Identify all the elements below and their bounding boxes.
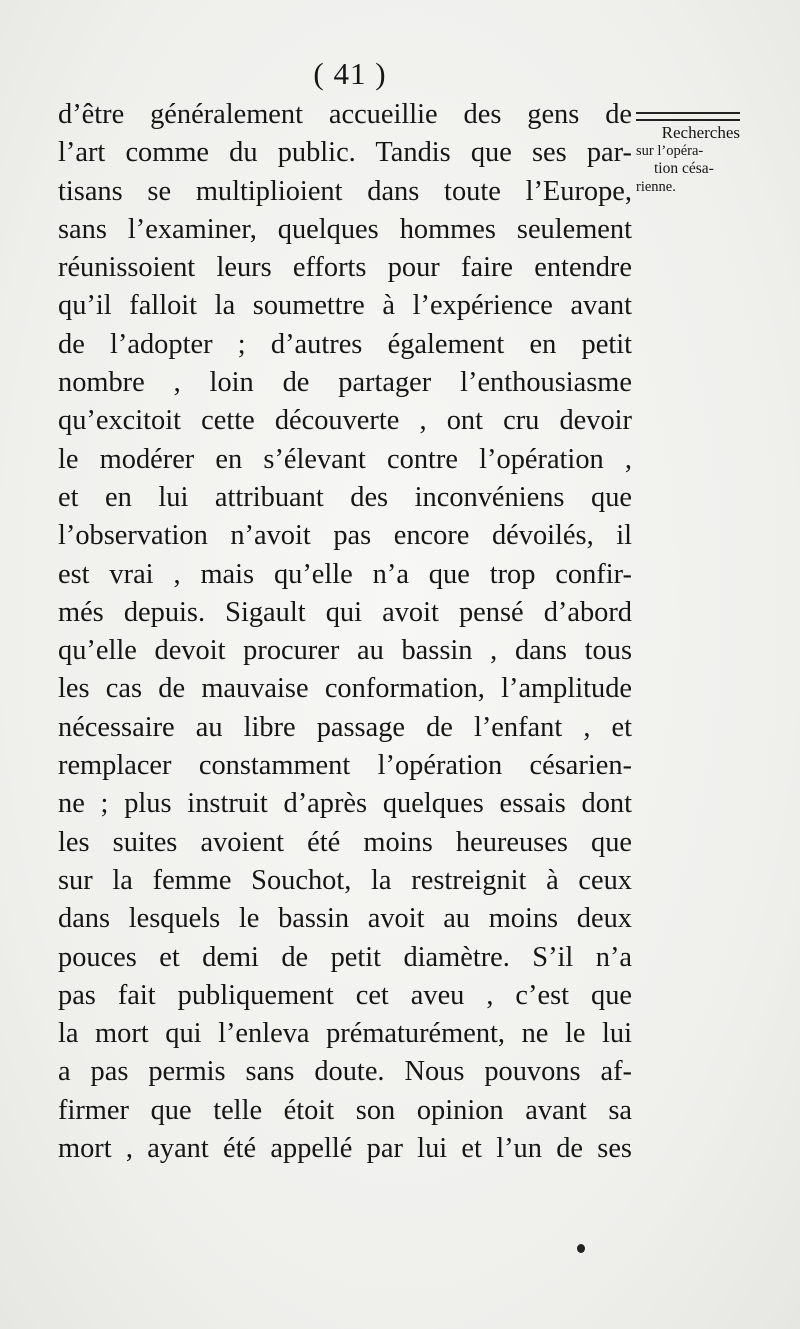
text-line: est vrai , mais qu’elle n’a que trop confir- (58, 558, 632, 590)
ink-speck (577, 1244, 585, 1253)
text-line: tisans se multiplioient dans toute l’Europe, (58, 175, 632, 207)
text-line: nombre , loin de partager l’enthousiasme (58, 367, 632, 399)
text-line: nécessaire au libre passage de l’enfant , et (58, 711, 632, 743)
text-line: qu’il falloit la soumettre à l’expérience avant (58, 290, 632, 322)
body-text (58, 96, 632, 1168)
margin-note-line: sur l’opéra- (636, 143, 704, 159)
text-line: sur la femme Souchot, la restreignit à ceux (58, 864, 632, 896)
text-line: l’art comme du public. Tandis que ses par- (58, 137, 632, 169)
text-line: d’être généralement accueillie des gens de (58, 99, 632, 130)
text-line: ne ; plus instruit d’après quelques essais dont (58, 788, 632, 820)
text-line: le modérer en s’élevant contre l’opération , (58, 443, 632, 475)
text-line: les cas de mauvaise conformation, l’amplitude (58, 673, 632, 705)
text-line: sans l’examiner, quelques hommes seulement (58, 213, 632, 245)
text-line: les suites avoient été moins heureuses que (58, 826, 632, 858)
text-line: més depuis. Sigault qui avoit pensé d’abord (58, 596, 632, 628)
margin-note-rule (636, 112, 740, 121)
text-line: de l’adopter ; d’autres également en petit (58, 328, 632, 360)
text-line: l’observation n’avoit pas encore dévoilés, il (58, 520, 632, 552)
text-line: pouces et demi de petit diamètre. S’il n’a (58, 941, 632, 973)
text-line: qu’excitoit cette découverte , ont cru devoir (58, 405, 632, 437)
text-line: a pas permis sans doute. Nous pouvons af- (58, 1056, 632, 1088)
margin-note (636, 112, 740, 196)
text-line: qu’elle devoit procurer au bassin , dans tous (58, 635, 632, 667)
text-line: et en lui attribuant des inconvéniens que (58, 481, 632, 513)
text-line: la mort qui l’enleva prématurément, ne le lui (58, 1018, 632, 1050)
margin-note-line: Recherches (661, 123, 740, 142)
text-line: mort , ayant été appellé par lui et l’un de ses (58, 1133, 632, 1165)
text-line: réunissoient leurs efforts pour faire entendre (58, 252, 632, 284)
margin-note-line: rienne. (636, 179, 676, 195)
text-line: firmer que telle étoit son opinion avant sa (58, 1094, 632, 1126)
page-number: ( 41 ) (313, 56, 387, 91)
margin-note-line: tion césa- (654, 160, 714, 177)
text-line: dans lesquels le bassin avoit au moins deux (58, 903, 632, 935)
text-line: remplacer constamment l’opération césarien- (58, 750, 632, 782)
text-line: pas fait publiquement cet aveu , c’est que (58, 979, 632, 1011)
